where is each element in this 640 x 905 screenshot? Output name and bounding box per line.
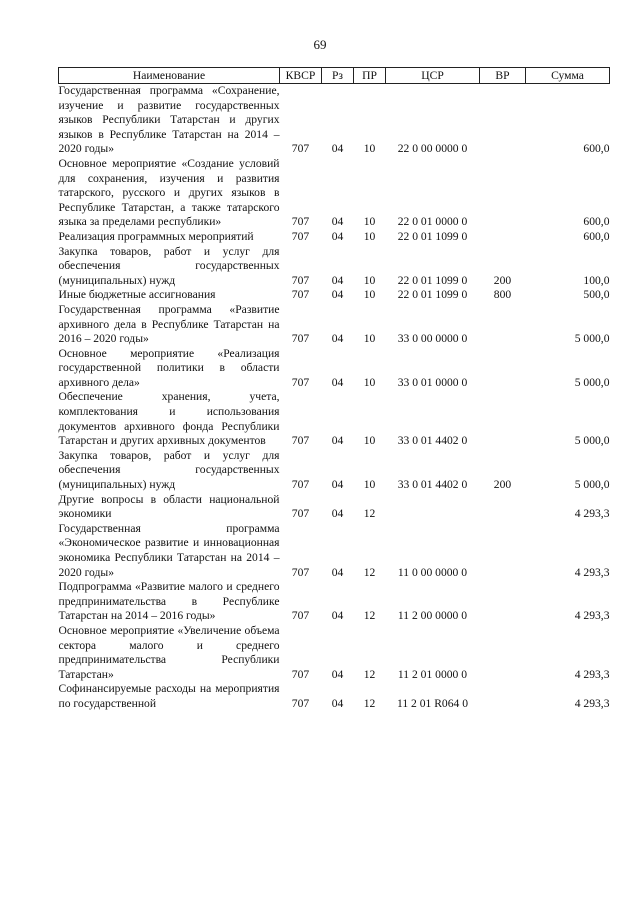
- row-vr: 200: [493, 273, 512, 287]
- table-row: [59, 288, 610, 303]
- row-pr: 12: [363, 507, 376, 521]
- row-kvsr: 707: [291, 667, 310, 681]
- header-csr: ЦСР: [386, 68, 480, 84]
- row-vr: [480, 303, 526, 347]
- row-kvsr: 707: [291, 229, 310, 243]
- table-row: [59, 580, 610, 624]
- header-vr: ВР: [480, 68, 526, 84]
- row-vr: [480, 84, 526, 157]
- row-rz: 04: [331, 667, 344, 681]
- row-name: Иные бюджетные ассигнования: [58, 288, 216, 302]
- row-kvsr: 707: [291, 609, 310, 623]
- row-sum: 4 293,3: [574, 565, 610, 579]
- table-row: [59, 682, 610, 711]
- table-row: [59, 230, 610, 245]
- row-kvsr: 707: [291, 434, 310, 448]
- header-name: Наименование: [59, 68, 280, 84]
- row-csr: 22 0 01 1099 0: [397, 229, 468, 243]
- row-pr: 10: [363, 229, 376, 243]
- row-pr: 12: [363, 696, 376, 710]
- row-rz: 04: [331, 142, 344, 156]
- row-rz: 04: [331, 215, 344, 229]
- table-row: [59, 449, 610, 493]
- row-name: Софинансируемые расходы на мероприятия по государственной: [58, 682, 280, 710]
- table-row: [59, 493, 610, 522]
- page-number: 69: [313, 37, 327, 52]
- row-rz: 04: [331, 507, 344, 521]
- row-name: Обеспечение хранения, учета, комплектования и использования документов архивного фонда Республики Татарстан и других архивных документов: [58, 390, 280, 448]
- row-sum: 4 293,3: [574, 696, 610, 710]
- row-kvsr: 707: [291, 332, 310, 346]
- row-pr: 10: [363, 434, 376, 448]
- row-rz: 04: [331, 332, 344, 346]
- row-pr: 10: [363, 142, 376, 156]
- row-sum: 600,0: [583, 142, 610, 156]
- row-vr: [480, 347, 526, 391]
- row-pr: 12: [363, 667, 376, 681]
- row-vr: [480, 624, 526, 682]
- row-pr: 10: [363, 288, 376, 302]
- row-vr: [480, 230, 526, 245]
- row-csr: 22 0 01 1099 0: [397, 273, 468, 287]
- row-csr: 33 0 01 4402 0: [397, 478, 468, 492]
- row-name: Закупка товаров, работ и услуг для обеспечения государственных (муниципальных) нужд: [58, 448, 280, 492]
- row-pr: 10: [363, 215, 376, 229]
- row-csr: 11 2 01 R064 0: [396, 696, 469, 710]
- row-rz: 04: [331, 696, 344, 710]
- row-sum: 4 293,3: [574, 507, 610, 521]
- row-name: Государственная программа «Развитие архивного дела в Республике Татарстан на 2016 – 2020 годы»: [58, 302, 280, 346]
- row-pr: 10: [363, 375, 376, 389]
- row-kvsr: 707: [291, 565, 310, 579]
- row-csr: [386, 493, 480, 522]
- row-sum: 5 000,0: [574, 434, 610, 448]
- row-rz: 04: [331, 288, 344, 302]
- row-vr: [480, 682, 526, 711]
- row-name: Закупка товаров, работ и услуг для обеспечения государственных (муниципальных) нужд: [58, 244, 280, 287]
- row-rz: 04: [331, 609, 344, 623]
- header-sum: Сумма: [526, 68, 610, 84]
- row-kvsr: 707: [291, 696, 310, 710]
- row-sum: 5 000,0: [574, 332, 610, 346]
- row-csr: 22 0 00 0000 0: [397, 142, 468, 156]
- row-csr: 33 0 01 4402 0: [397, 434, 468, 448]
- table-row: [59, 390, 610, 448]
- row-name: Основное мероприятие «Создание условий для сохранения, изучения и развития татарского, русского и других языков в Республике Татарстан, а также татарского языка за пределами республики»: [58, 156, 280, 229]
- row-vr: 800: [493, 288, 512, 302]
- row-sum: 100,0: [583, 273, 610, 287]
- row-rz: 04: [331, 229, 344, 243]
- row-name: Основное мероприятие «Увеличение объема сектора малого и среднего предпринимательства Республики Татарстан»: [58, 623, 280, 681]
- header-pr: ПР: [354, 68, 386, 84]
- row-sum: 500,0: [583, 288, 610, 302]
- row-sum: 600,0: [583, 215, 610, 229]
- row-vr: [480, 493, 526, 522]
- row-vr: [480, 390, 526, 448]
- row-csr: 33 0 01 0000 0: [397, 375, 468, 389]
- row-sum: 4 293,3: [574, 667, 610, 681]
- row-pr: 10: [363, 332, 376, 346]
- budget-table: [58, 67, 610, 712]
- row-vr: [480, 522, 526, 580]
- row-vr: [480, 580, 526, 624]
- row-rz: 04: [331, 434, 344, 448]
- row-kvsr: 707: [291, 478, 310, 492]
- row-kvsr: 707: [291, 273, 310, 287]
- row-kvsr: 707: [291, 507, 310, 521]
- row-rz: 04: [331, 375, 344, 389]
- row-name: Основное мероприятие «Реализация государственной политики в области архивного дела»: [58, 346, 280, 389]
- table-row: [59, 245, 610, 289]
- row-kvsr: 707: [291, 142, 310, 156]
- table-header: [59, 68, 610, 84]
- row-csr: 11 2 01 0000 0: [397, 667, 468, 681]
- table-row: [59, 84, 610, 157]
- row-sum: 4 293,3: [574, 609, 610, 623]
- table-body: [59, 84, 610, 712]
- row-name: Другие вопросы в области национальной экономики: [58, 492, 280, 521]
- table-row: [59, 347, 610, 391]
- table-row: [59, 157, 610, 230]
- row-csr: 22 0 01 0000 0: [397, 215, 468, 229]
- row-rz: 04: [331, 565, 344, 579]
- row-sum: 600,0: [583, 229, 610, 243]
- row-kvsr: 707: [291, 375, 310, 389]
- row-kvsr: 707: [291, 215, 310, 229]
- row-vr: 200: [493, 478, 512, 492]
- table-row: [59, 303, 610, 347]
- row-vr: [480, 157, 526, 230]
- row-pr: 12: [363, 609, 376, 623]
- row-pr: 12: [363, 565, 376, 579]
- row-csr: 22 0 01 1099 0: [397, 288, 468, 302]
- row-sum: 5 000,0: [574, 375, 610, 389]
- row-name: Государственная программа «Сохранение, изучение и развитие государственных языков Республики Татарстан и других языков в Республике Татарстан на 2014 – 2020 годы»: [58, 84, 280, 156]
- row-sum: 5 000,0: [574, 478, 610, 492]
- row-name: Государственная программа «Экономическое развитие и инновационная экономика Республики Татарстан на 2014 – 2020 годы»: [58, 521, 280, 579]
- row-name: Подпрограмма «Развитие малого и среднего предпринимательства в Республике Татарстан на 2014 – 2016 годы»: [58, 580, 280, 623]
- header-kvsr: КВСР: [280, 68, 322, 84]
- row-csr: 11 2 00 0000 0: [397, 609, 468, 623]
- row-rz: 04: [331, 273, 344, 287]
- header-rz: Рз: [322, 68, 354, 84]
- row-kvsr: 707: [291, 288, 310, 302]
- row-rz: 04: [331, 478, 344, 492]
- row-pr: 10: [363, 478, 376, 492]
- row-csr: 11 0 00 0000 0: [397, 565, 468, 579]
- table-row: [59, 624, 610, 682]
- row-csr: 33 0 00 0000 0: [397, 332, 468, 346]
- row-pr: 10: [363, 273, 376, 287]
- table-row: [59, 522, 610, 580]
- row-name: Реализация программных мероприятий: [58, 229, 254, 243]
